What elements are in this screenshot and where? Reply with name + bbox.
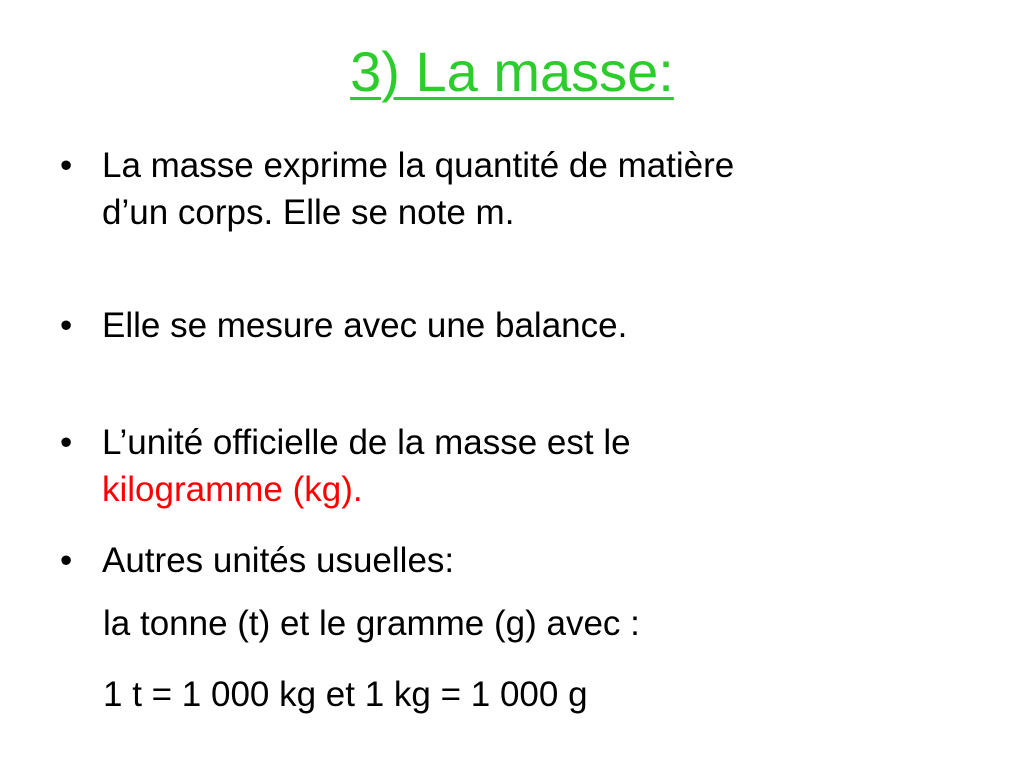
bullet-item-official-unit <box>60 419 990 513</box>
bullet-item-mass-definition <box>60 142 990 236</box>
bullet-icon: • <box>60 146 73 185</box>
bullet-item-other-units <box>60 537 990 584</box>
bullet-line: L’unité officielle de la masse est le <box>102 423 631 462</box>
bullet-icon: • <box>60 541 73 580</box>
bullet-icon: • <box>60 306 73 345</box>
highlighted-unit: kilogramme (kg). <box>102 470 363 509</box>
slide-title: 3) La masse: <box>350 40 674 103</box>
bullet-line: Elle se mesure avec une balance. <box>102 306 628 345</box>
bullet-line: d’un corps. Elle se note m. <box>102 193 515 232</box>
bullet-line: La masse exprime la quantité de matière <box>102 146 735 185</box>
bullet-item-measurement <box>60 302 990 349</box>
sub-line-units: la tonne (t) et le gramme (g) avec : <box>103 604 640 643</box>
bullet-line: Autres unités usuelles: <box>102 541 455 580</box>
sub-line-conversion: 1 t = 1 000 kg et 1 kg = 1 000 g <box>103 675 588 714</box>
bullet-icon: • <box>60 423 73 462</box>
